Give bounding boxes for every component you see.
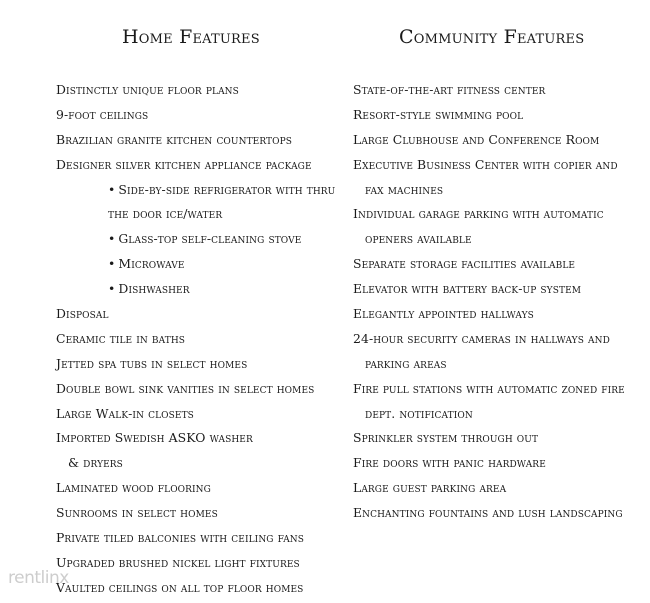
- feature-text: Sprinkler system through out: [353, 430, 539, 446]
- feature-text: State-of-the-art fitness center: [353, 82, 546, 97]
- feature-text: Enchanting fountains and lush landscaping: [353, 505, 623, 521]
- feature-item: [56, 578, 335, 603]
- bullet-icon: •: [108, 256, 116, 272]
- feature-item: [353, 453, 625, 478]
- rentlinx-watermark: rentlinx: [8, 568, 69, 588]
- feature-item: [56, 80, 335, 105]
- feature-item: [353, 428, 625, 453]
- feature-item: [56, 379, 335, 404]
- feature-item: [353, 254, 625, 279]
- feature-item: [353, 204, 625, 229]
- feature-text: Glass-top self-cleaning stove: [118, 231, 302, 247]
- feature-item: [353, 354, 625, 379]
- feature-item: [56, 304, 335, 329]
- feature-text: Resort-style swimming pool: [353, 106, 524, 122]
- feature-text: Individual garage parking with automatic: [353, 206, 604, 222]
- feature-item: [56, 478, 335, 503]
- feature-item: [56, 503, 335, 528]
- feature-item: [353, 130, 625, 155]
- feature-item: [56, 354, 335, 379]
- feature-text: the door ice/water: [108, 206, 223, 222]
- bullet-icon: •: [108, 231, 116, 247]
- feature-item: [353, 180, 625, 205]
- feature-text: Jetted spa tubs in select homes: [56, 355, 248, 371]
- feature-text: Elegantly appointed hallways: [353, 306, 534, 322]
- feature-item: [56, 553, 335, 578]
- feature-item: [56, 130, 335, 155]
- feature-text: 9-foot ceilings: [56, 106, 149, 122]
- home-features-title: Home Features: [122, 26, 260, 48]
- community-features-list: [353, 80, 625, 528]
- feature-text: Large Walk-in closets: [56, 405, 194, 421]
- feature-text: Fire pull stations with automatic zoned fire: [353, 380, 625, 396]
- feature-text: Ceramic tile in baths: [56, 330, 186, 346]
- feature-text: Laminated wood flooring: [56, 480, 211, 496]
- feature-item: [353, 478, 625, 503]
- feature-text: & dryers: [68, 455, 123, 471]
- feature-item: [353, 404, 625, 429]
- feature-item: [353, 503, 625, 528]
- feature-text: Dishwasher: [118, 281, 190, 297]
- feature-text: Distinctly unique floor plans: [56, 82, 239, 97]
- feature-item: [353, 329, 625, 354]
- feature-text: Executive Business Center with copier and: [353, 156, 618, 172]
- feature-text: Large Clubhouse and Conference Room: [353, 131, 600, 147]
- feature-text: Double bowl sink vanities in select homes: [56, 380, 315, 396]
- feature-text: Large guest parking area: [353, 480, 507, 496]
- feature-text: Brazilian granite kitchen countertops: [56, 131, 293, 147]
- feature-item: [353, 155, 625, 180]
- feature-text: Separate storage facilities available: [353, 256, 576, 272]
- home-features-list: [56, 80, 335, 603]
- feature-item: [56, 279, 335, 304]
- feature-text: Vaulted ceilings on all top floor homes: [56, 579, 304, 595]
- feature-item: [56, 204, 335, 229]
- feature-text: Disposal: [56, 306, 109, 322]
- feature-item: [56, 229, 335, 254]
- bullet-icon: •: [108, 281, 116, 297]
- feature-item: [353, 229, 625, 254]
- feature-item: [56, 254, 335, 279]
- feature-item: [56, 155, 335, 180]
- feature-item: [56, 453, 335, 478]
- feature-item: [353, 80, 625, 105]
- feature-text: Fire doors with panic hardware: [353, 455, 546, 471]
- feature-item: [353, 279, 625, 304]
- bullet-icon: •: [108, 181, 116, 197]
- feature-text: openers available: [365, 231, 472, 247]
- feature-text: Upgraded brushed nickel light fixtures: [56, 554, 300, 570]
- feature-item: [56, 329, 335, 354]
- feature-item: [56, 428, 335, 453]
- feature-text: Microwave: [118, 256, 185, 272]
- feature-item: [56, 180, 335, 205]
- feature-text: Private tiled balconies with ceiling fans: [56, 530, 305, 546]
- feature-text: 24-hour security cameras in hallways and: [353, 330, 610, 346]
- feature-text: Imported Swedish ASKO washer: [56, 430, 253, 446]
- community-features-title: Community Features: [399, 26, 585, 48]
- feature-text: Sunrooms in select homes: [56, 505, 218, 521]
- feature-item: [56, 528, 335, 553]
- feature-item: [353, 105, 625, 130]
- feature-item: [56, 105, 335, 130]
- feature-item: [56, 404, 335, 429]
- feature-text: parking areas: [365, 355, 447, 371]
- feature-text: fax machines: [365, 181, 444, 197]
- feature-text: Designer silver kitchen appliance package: [56, 156, 312, 172]
- feature-text: Elevator with battery back-up system: [353, 281, 582, 297]
- feature-item: [353, 379, 625, 404]
- feature-text: dept. notification: [365, 405, 473, 421]
- feature-text: Side-by-side refrigerator with thru: [118, 181, 336, 197]
- feature-item: [353, 304, 625, 329]
